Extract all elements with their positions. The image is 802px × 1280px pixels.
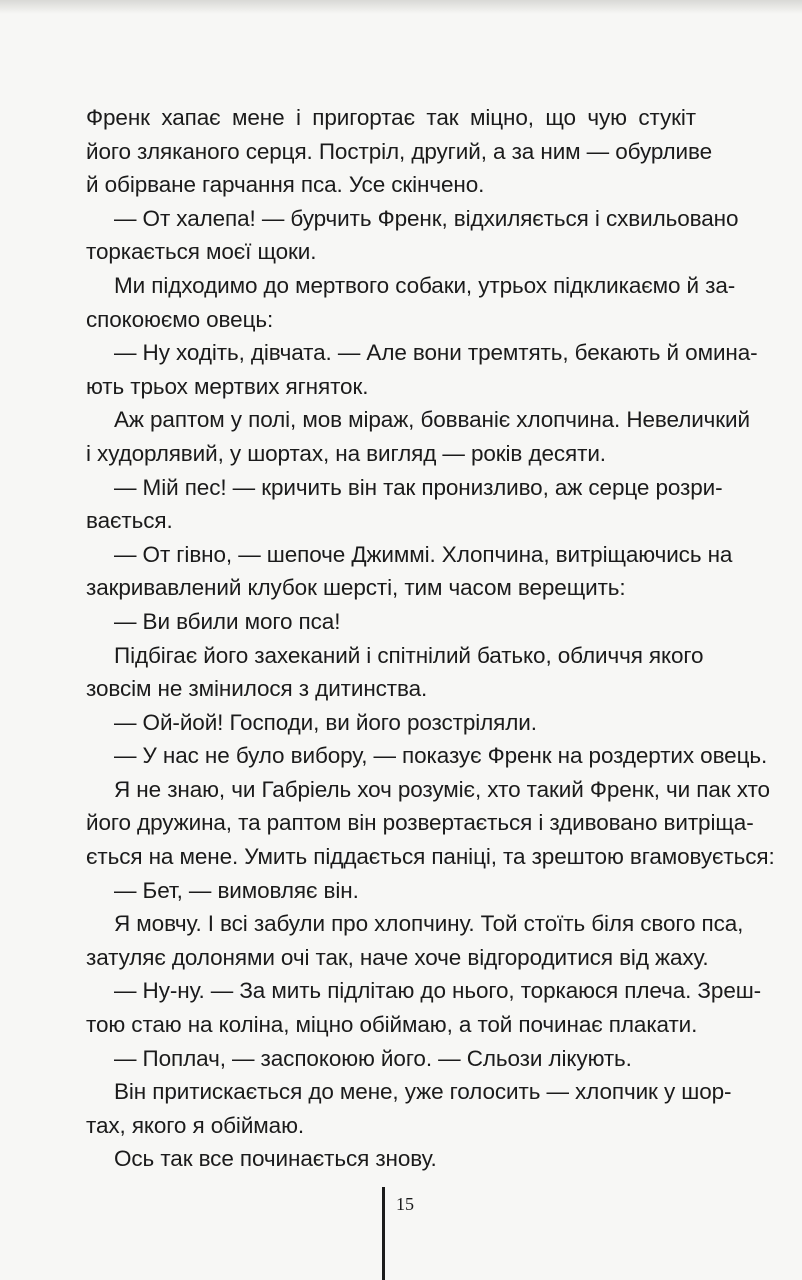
text-line: Аж раптом у полі, мов міраж, бовваніє хлопчина. Невеличкий	[114, 407, 750, 433]
text-line: — Ну ходіть, дівчата. — Але вони тремтять, бекають й омина-	[114, 340, 758, 366]
page-number: 15	[396, 1194, 414, 1214]
text-line: — Мій пес! — кричить він так пронизливо, аж серце розри-	[114, 474, 723, 500]
text-line: тою стаю на коліна, міцно обіймаю, а той починає плакати.	[86, 1012, 698, 1038]
text-line: — У нас не було вибору, — показує Френк на роздертих овець.	[114, 743, 768, 769]
text-line: торкається моєї щоки.	[86, 239, 317, 265]
text-line: Він притискається до мене, уже голосить — хлопчик у шор-	[114, 1079, 732, 1105]
text-line: — Ой-йой! Господи, ви його розстріляли.	[114, 709, 537, 735]
text-line: Я мовчу. І всі забули про хлопчину. Той стоїть біля свого пса,	[114, 911, 744, 937]
text-line: закривавлений клубок шерсті, тим часом верещить:	[86, 575, 626, 601]
text-line: тах, якого я обіймаю.	[86, 1112, 305, 1138]
text-line: й обірване гарчання пса. Усе скінчено.	[86, 172, 485, 198]
text-line: — Поплач, — заспокоюю його. — Сльози лікують.	[114, 1045, 632, 1071]
text-line: — От гівно, — шепоче Джиммі. Хлопчина, витріщаючись на	[114, 541, 733, 567]
text-line: ється на мене. Умить піддається паніці, та зрештою вгамовується:	[86, 844, 775, 870]
text-line: ють трьох мертвих ягняток.	[86, 373, 369, 399]
text-line: його дружина, та раптом він розвертається і здивовано витріща-	[86, 810, 754, 836]
text-line: Я не знаю, чи Габріель хоч розуміє, хто такий Френк, чи пак хто	[114, 776, 770, 802]
text-line: — Ну-ну. — За мить підлітаю до нього, торкаюся плеча. Зреш-	[114, 978, 762, 1004]
text-line: — Ви вбили мого пса!	[114, 608, 341, 634]
text-line: зовсім не змінилося з дитинства.	[86, 676, 428, 702]
text-line: і худорлявий, у шортах, на вигляд — років десяти.	[86, 440, 606, 466]
page-top-edge	[0, 0, 802, 14]
text-line: — Бет, — вимовляє він.	[114, 877, 359, 903]
book-page-text	[86, 101, 775, 1176]
text-line: вається.	[86, 508, 173, 534]
text-line: спокоюємо овець:	[86, 306, 274, 332]
text-line: Ми підходимо до мертвого собаки, утрьох підкликаємо й за-	[114, 272, 736, 298]
text-line: затуляє долонями очі так, наче хоче відгородитися від жаху.	[86, 944, 709, 970]
text-line: — От халепа! — бурчить Френк, відхиляється і схвильовано	[114, 205, 739, 231]
footer-divider	[382, 1187, 385, 1280]
text-line: Підбігає його захеканий і спітнілий батько, обличчя якого	[114, 642, 704, 668]
text-line: Ось так все починається знову.	[114, 1146, 437, 1172]
text-line: Френк хапає мене і пригортає так міцно, що чую стукіт	[86, 105, 696, 130]
text-line: його зляканого серця. Постріл, другий, а за ним — обурливе	[86, 138, 712, 164]
